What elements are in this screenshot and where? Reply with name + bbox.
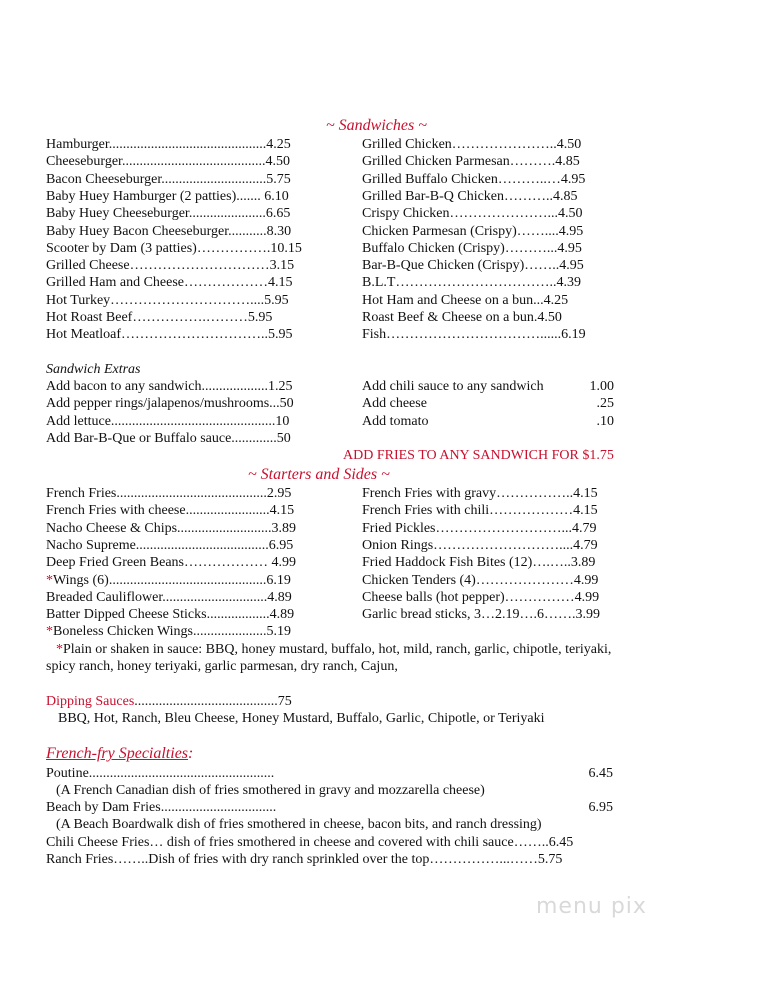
menu-item: French Fries...........................................2.95 [46,486,292,501]
menu-item: French Fries with gravy……………..4.15 [362,486,598,501]
menu-item: Cheese balls (hot pepper)……………4.99 [362,589,600,605]
extra-item-label: Add tomato [362,413,429,429]
sandwiches-header: ~ Sandwiches ~ [326,117,427,134]
extra-item-price: .10 [596,413,614,429]
menu-item: Batter Dipped Cheese Sticks..................4.89 [46,607,295,623]
extra-item-label: Add chili sauce to any sandwich [362,379,544,394]
extra-item-price: .25 [596,396,614,412]
menu-item: Hot Meatloaf…………………………..5.95 [46,327,293,343]
dipping-sauces: Dipping Sauces.........................................75 [46,694,292,709]
menu-item: *Boneless Chicken Wings.....................5.19 [46,624,291,640]
menu-item: Grilled Cheese…………………………3.15 [46,258,295,274]
menu-item: Grilled Chicken Parmesan……….4.85 [362,154,580,170]
menu-item: Baby Huey Hamburger (2 patties)....... 6.10 [46,188,289,204]
menu-item: French Fries with cheese........................4.15 [46,503,295,519]
menu-item: Scooter by Dam (3 patties)…………….10.15 [46,240,302,256]
menu-item: French Fries with chili………………4.15 [362,503,598,519]
ranch-fries-item: Ranch Fries……..Dish of fries with dry ranch sprinkled over the top……………...……5.75 [46,852,563,867]
extra-item-label: Add cheese [362,396,427,412]
menu-item: Cheeseburger.........................................4.50 [46,154,290,170]
fries-promo: ADD FRIES TO ANY SANDWICH FOR $1.75 [343,448,614,463]
menu-item: B.L.T……………………………..4.39 [362,275,581,291]
extra-item-price: 1.00 [589,379,614,394]
menu-item: Nacho Cheese & Chips...........................3.89 [46,520,297,536]
menu-item: Hot Roast Beef…………….………5.95 [46,310,273,325]
menu-item: Buffalo Chicken (Crispy)………...4.95 [362,240,582,256]
sauce-note-line-2: spicy ranch, honey teriyaki, garlic parmesan, dry ranch, Cajun, [46,659,398,674]
starters-header: ~ Starters and Sides ~ [248,466,390,483]
sandwich-extras-title: Sandwich Extras [46,362,141,377]
menu-item: Baby Huey Bacon Cheeseburger...........8.30 [46,223,292,239]
menu-item: Grilled Ham and Cheese………………4.15 [46,275,293,291]
beach-fries-price: 6.95 [588,800,613,815]
menu-item: Fried Haddock Fish Bites (12)….…..3.89 [362,555,596,571]
menu-item: Deep Fried Green Beans……………… 4.99 [46,555,297,571]
menu-item: Hamburger.............................................4.25 [46,137,291,152]
sauce-note-line-1: *Plain or shaken in sauce: BBQ, honey mustard, buffalo, hot, mild, ranch, garlic, chipotle, teriyaki, [56,642,612,657]
extra-item: Add lettuce...............................................10 [46,413,290,429]
extra-item: Add pepper rings/jalapenos/mushrooms...50 [46,396,294,412]
menu-item: Nacho Supreme......................................6.95 [46,537,294,553]
menu-item: Crispy Chicken…………………...4.50 [362,206,583,222]
poutine-description: (A French Canadian dish of fries smothered in gravy and mozzarella cheese) [56,783,485,798]
extra-item: Add Bar-B-Que or Buffalo sauce.............50 [46,430,291,446]
menu-item: Hot Ham and Cheese on a bun...4.25 [362,292,569,308]
menu-item: Garlic bread sticks, 3…2.19….6…….3.99 [362,607,600,623]
specialties-header: French-fry Specialties: [46,745,194,762]
menu-item: Grilled Chicken…………………..4.50 [362,137,582,152]
menu-item: Chicken Parmesan (Crispy)……....4.95 [362,223,584,239]
extra-item: Add bacon to any sandwich...................1.25 [46,379,293,394]
beach-fries-item: Beach by Dam Fries................................. [46,800,277,815]
menu-item: Onion Rings………………………....4.79 [362,537,598,553]
menu-item: Grilled Buffalo Chicken………..…4.95 [362,171,586,187]
menu-item: Baby Huey Cheeseburger......................6.65 [46,206,291,222]
poutine-price: 6.45 [588,766,613,781]
menu-item: Bacon Cheeseburger..............................5.75 [46,171,291,187]
beach-fries-description: (A Beach Boardwalk dish of fries smothered in cheese, bacon bits, and ranch dressing) [56,817,542,832]
menu-item: Hot Turkey…………………………....5.95 [46,292,289,308]
dipping-sauce-list: BBQ, Hot, Ranch, Bleu Cheese, Honey Mustard, Buffalo, Garlic, Chipotle, or Teriyaki [58,711,545,726]
menu-item: Grilled Bar-B-Q Chicken………..4.85 [362,188,578,204]
menu-item: Bar-B-Que Chicken (Crispy)……..4.95 [362,258,584,274]
menu-item: Breaded Cauliflower..............................4.89 [46,589,292,605]
menu-item: Fried Pickles………………………...4.79 [362,520,597,536]
menu-item: Roast Beef & Cheese on a bun.4.50 [362,310,562,325]
menupix-watermark: menu pix [536,894,647,919]
menu-item: Fish……………………………......6.19 [362,327,586,343]
poutine-item: Poutine..................................................... [46,766,275,781]
menu-item: Chicken Tenders (4)…………………4.99 [362,572,599,588]
menu-item: *Wings (6).............................................6.19 [46,572,291,588]
chili-cheese-fries-item: Chili Cheese Fries… dish of fries smothered in cheese and covered with chili sauce……..6.45 [46,835,574,850]
